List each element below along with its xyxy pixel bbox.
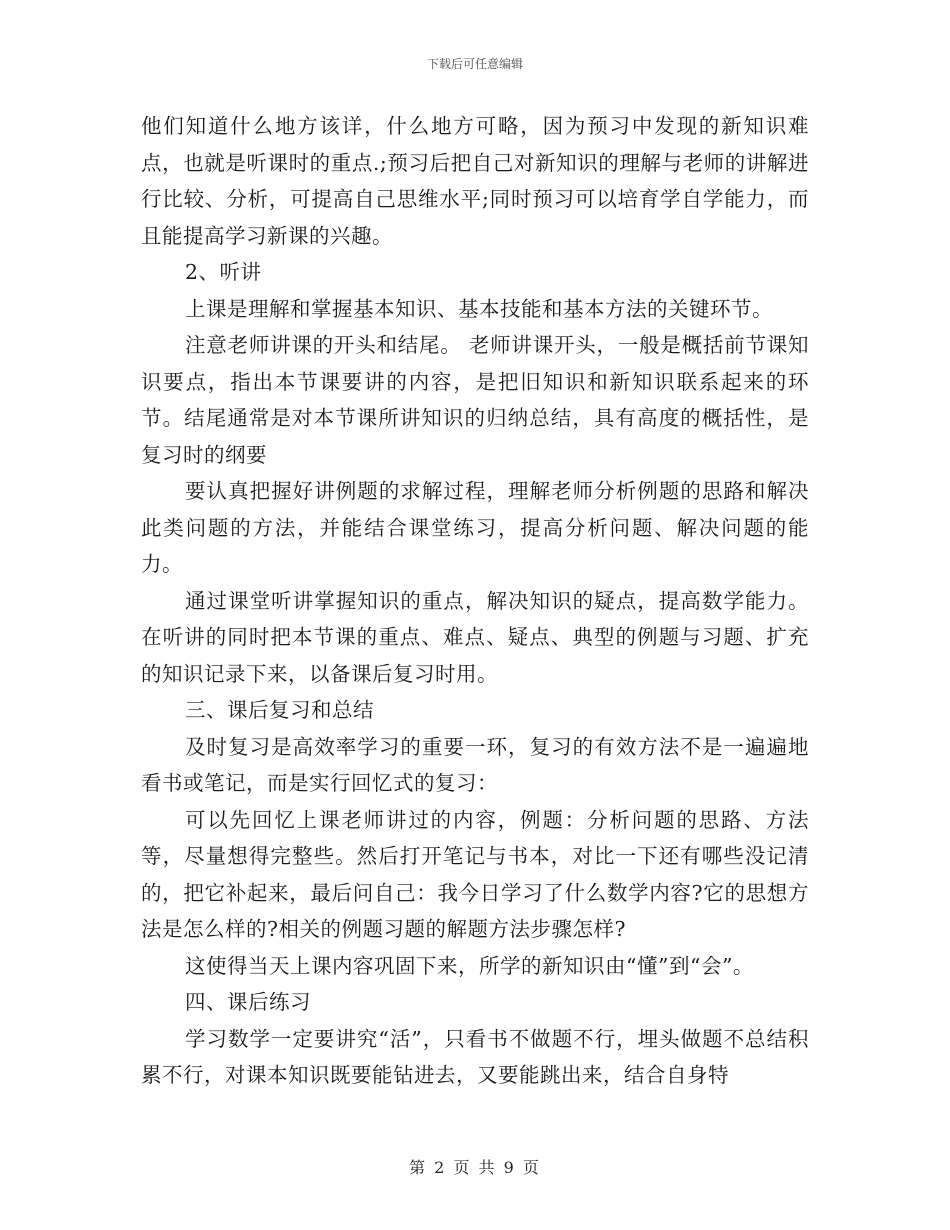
paragraph: 要认真把握好讲例题的求解过程，理解老师分析例题的思路和解决此类问题的方法，并能结合课堂练习，提高分析问题、解决问题的能力。 bbox=[141, 479, 809, 576]
page-number: 第 2 页 共 9 页 bbox=[409, 1158, 541, 1177]
paragraph: 注意老师讲课的开头和结尾。 老师讲课开头，一般是概括前节课知识要点，指出本节课要讲的内容，是把旧知识和新知识联系起来的环节。结尾通常是对本节课所讲知识的归纳总结，具有高度的概括性，是复习时的纲要 bbox=[141, 333, 809, 467]
section-heading: 三、课后复习和总结 bbox=[185, 698, 374, 722]
paragraph: 这使得当天上课内容巩固下来，所学的新知识由“懂”到“会”。 bbox=[185, 953, 754, 978]
paragraph: 学习数学一定要讲究“活”，只看书不做题不行，埋头做题不总结积累不行，对课本知识既要能钻进去，又要能跳出来，结合自身特 bbox=[141, 1026, 809, 1087]
page-header: 下载后可任意编辑 bbox=[426, 57, 523, 71]
paragraph: 通过课堂听讲掌握知识的重点，解决知识的疑点，提高数学能力。在听讲的同时把本节课的重点、难点、疑点、典型的例题与习题、扩充的知识记录下来，以备课后复习时用。 bbox=[141, 588, 809, 686]
paragraph: 他们知道什么地方该详，什么地方可略，因为预习中发现的新知识难点，也就是听课时的重点.;预习后把自己对新知识的理解与老师的讲解进行比较、分析，可提高自己思维水平;同时预习可以培育学自学能力，而且能提高学习新课的兴趣。 bbox=[141, 114, 809, 248]
paragraph: 上课是理解和掌握基本知识、基本技能和基本方法的关键环节。 bbox=[185, 296, 773, 321]
paragraph: 可以先回忆上课老师讲过的内容，例题：分析问题的思路、方法等，尽量想得完整些。然后打开笔记与书本，对比一下还有哪些没记清的，把它补起来，最后问自己：我今日学习了什么数学内容?它的思想方法是怎么样的?相关的例题习题的解题方法步骤怎样? bbox=[141, 807, 809, 941]
document-body bbox=[141, 108, 809, 1094]
section-heading: 2、听讲 bbox=[185, 260, 262, 284]
section-heading: 四、课后练习 bbox=[185, 990, 311, 1014]
paragraph: 及时复习是高效率学习的重要一环，复习的有效方法不是一遍遍地看书或笔记，而是实行回忆式的复习： bbox=[141, 734, 809, 795]
